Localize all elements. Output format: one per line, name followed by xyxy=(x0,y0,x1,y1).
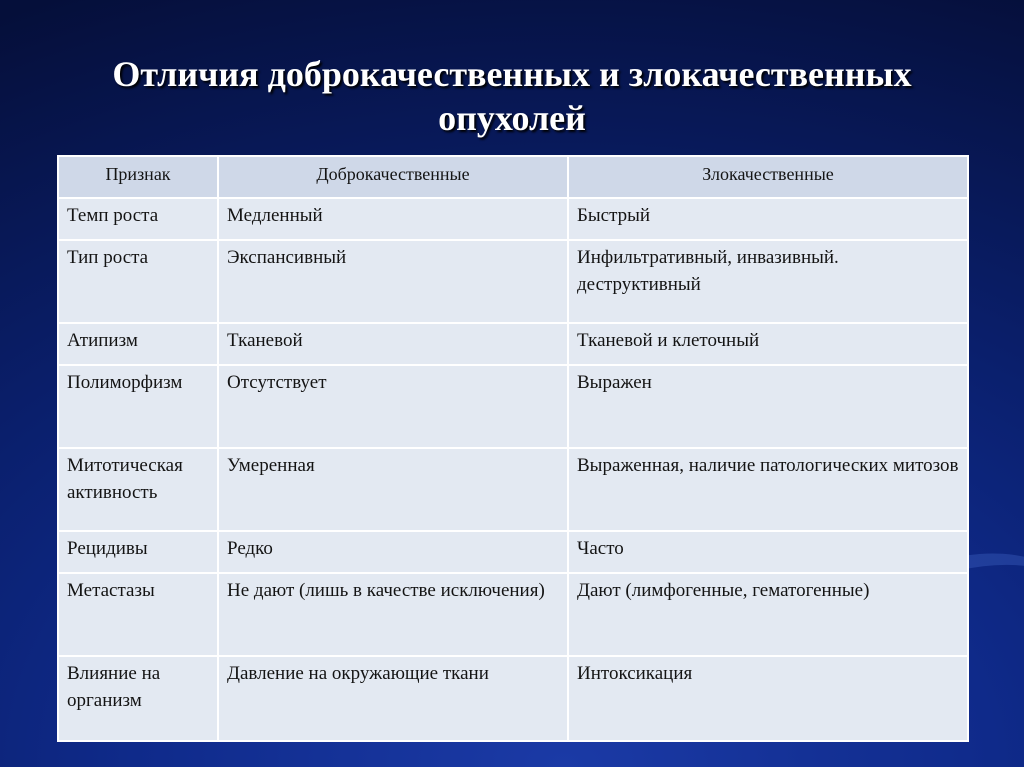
cell-feature: Митотическая активность xyxy=(58,448,218,531)
cell-malignant: Интоксикация xyxy=(568,656,968,741)
table-row xyxy=(58,448,968,531)
cell-benign: Редко xyxy=(218,531,568,573)
table-row xyxy=(58,240,968,323)
header-benign: Доброкачественные xyxy=(218,156,568,198)
cell-benign: Не дают (лишь в качестве исключения) xyxy=(218,573,568,656)
cell-benign: Тканевой xyxy=(218,323,568,365)
cell-malignant: Дают (лимфогенные, гематогенные) xyxy=(568,573,968,656)
table-header-row xyxy=(58,156,968,198)
cell-feature: Атипизм xyxy=(58,323,218,365)
cell-benign: Давление на окружающие ткани xyxy=(218,656,568,741)
table-row xyxy=(58,656,968,741)
cell-malignant: Быстрый xyxy=(568,198,968,240)
cell-malignant: Часто xyxy=(568,531,968,573)
cell-feature: Тип роста xyxy=(58,240,218,323)
comparison-table xyxy=(57,155,969,742)
cell-malignant: Выражен xyxy=(568,365,968,448)
cell-benign: Умеренная xyxy=(218,448,568,531)
slide-title xyxy=(0,52,1024,140)
header-malignant: Злокачественные xyxy=(568,156,968,198)
cell-feature: Влияние на организм xyxy=(58,656,218,741)
cell-malignant: Тканевой и клеточный xyxy=(568,323,968,365)
cell-feature: Полиморфизм xyxy=(58,365,218,448)
table-row xyxy=(58,531,968,573)
header-feature: Признак xyxy=(58,156,218,198)
cell-benign: Экспансивный xyxy=(218,240,568,323)
cell-benign: Медленный xyxy=(218,198,568,240)
cell-malignant: Выраженная, наличие патологических митозов xyxy=(568,448,968,531)
table-row xyxy=(58,573,968,656)
table-row xyxy=(58,198,968,240)
cell-feature: Рецидивы xyxy=(58,531,218,573)
cell-feature: Темп роста xyxy=(58,198,218,240)
table-row xyxy=(58,365,968,448)
cell-benign: Отсутствует xyxy=(218,365,568,448)
cell-malignant: Инфильтративный, инвазивный. деструктивный xyxy=(568,240,968,323)
cell-feature: Метастазы xyxy=(58,573,218,656)
table-row xyxy=(58,323,968,365)
slide-title-line-1: Отличия доброкачественных и злокачественных xyxy=(112,54,912,94)
slide-title-line-2: опухолей xyxy=(438,98,586,138)
